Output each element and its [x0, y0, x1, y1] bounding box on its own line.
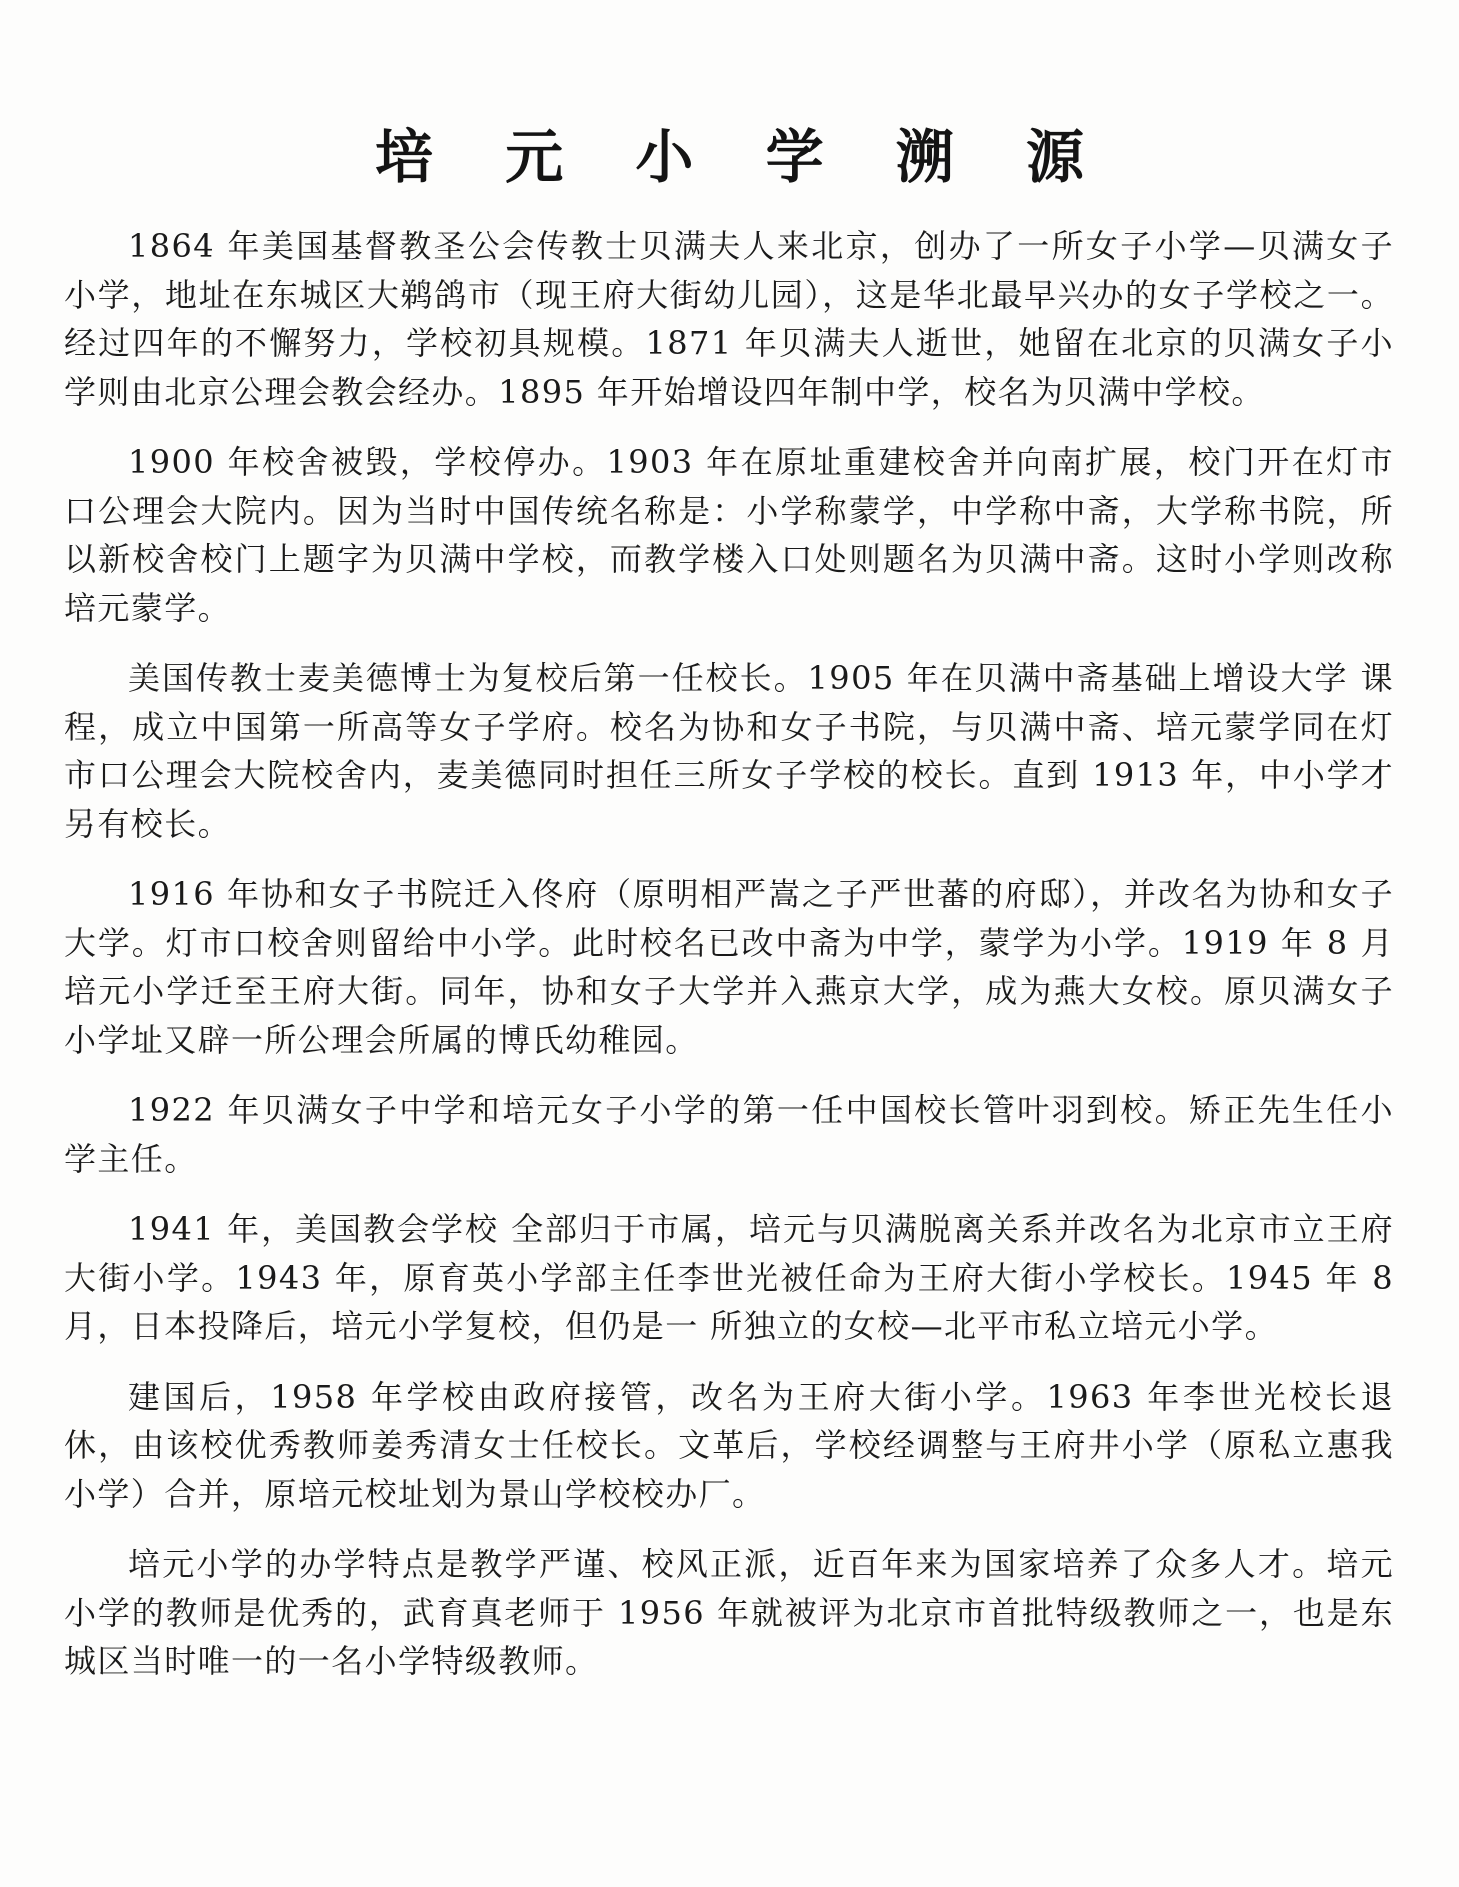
document-body	[64, 222, 1394, 1708]
paragraph-1941: 1941 年，美国教会学校 全部归于市属，培元与贝满脱离关系并改名为北京市立王府大街小学。1943 年，原育英小学部主任李世光被任命为王府大街小学校长。1945 年 8 月，日本投降后，培元小学复校，但仍是一 所独立的女校—北平市私立培元小学。	[64, 1210, 1394, 1345]
paragraph-1900: 1900 年校舍被毁，学校停办。1903 年在原址重建校舍并向南扩展，校门开在灯市口公理会大院内。因为当时中国传统名称是：小学称蒙学，中学称中斋，大学称书院，所以新校舍校门上题字为贝满中学校，而教学楼入口处则题名为贝满中斋。这时小学则改称培元蒙学。	[64, 443, 1394, 627]
paragraph-1922: 1922 年贝满女子中学和培元女子小学的第一任中国校长管叶羽到校。矫正先生任小学主任。	[64, 1091, 1394, 1178]
paragraph-1916: 1916 年协和女子书院迁入佟府（原明相严嵩之子严世蕃的府邸），并改名为协和女子大学。灯市口校舍则留给中小学。此时校名已改中斋为中学，蒙学为小学。1919 年 8 月培元小学迁至王府大街。同年，协和女子大学并入燕京大学，成为燕大女校。原贝满女子小学址又辟一所公理会所属的博氏幼稚园。	[64, 875, 1394, 1059]
page-title: 培 元 小 学 溯 源	[375, 122, 1110, 191]
paragraph-1905: 美国传教士麦美德博士为复校后第一任校长。1905 年在贝满中斋基础上增设大学 课程，成立中国第一所高等女子学府。校名为协和女子书院，与贝满中斋、培元蒙学同在灯市口公理会大院校舍内，麦美德同时担任三所女子学校的校长。直到 1913 年，中小学才另有校长。	[64, 659, 1394, 843]
paragraph-1958: 建国后，1958 年学校由政府接管，改名为王府大街小学。1963 年李世光校长退休，由该校优秀教师姜秀清女士任校长。文革后，学校经调整与王府井小学（原私立惠我小学）合并，原培元校址划为景山学校校办厂。	[64, 1377, 1394, 1513]
paragraph-summary: 培元小学的办学特点是教学严谨、校风正派，近百年来为国家培养了众多人才。培元小学的教师是优秀的，武育真老师于 1956 年就被评为北京市首批特级教师之一，也是东城区当时唯一的一名小学特级教师。	[64, 1545, 1394, 1680]
paragraph-1864: 1864 年美国基督教圣公会传教士贝满夫人来北京，创办了一所女子小学—贝满女子小学，地址在东城区大鹈鸽市（现王府大街幼儿园），这是华北最早兴办的女子学校之一。经过四年的不懈努力，学校初具规模。1871 年贝满夫人逝世，她留在北京的贝满女子小学则由北京公理会教会经办。1895 年开始增设四年制中学，校名为贝满中学校。	[64, 227, 1394, 411]
